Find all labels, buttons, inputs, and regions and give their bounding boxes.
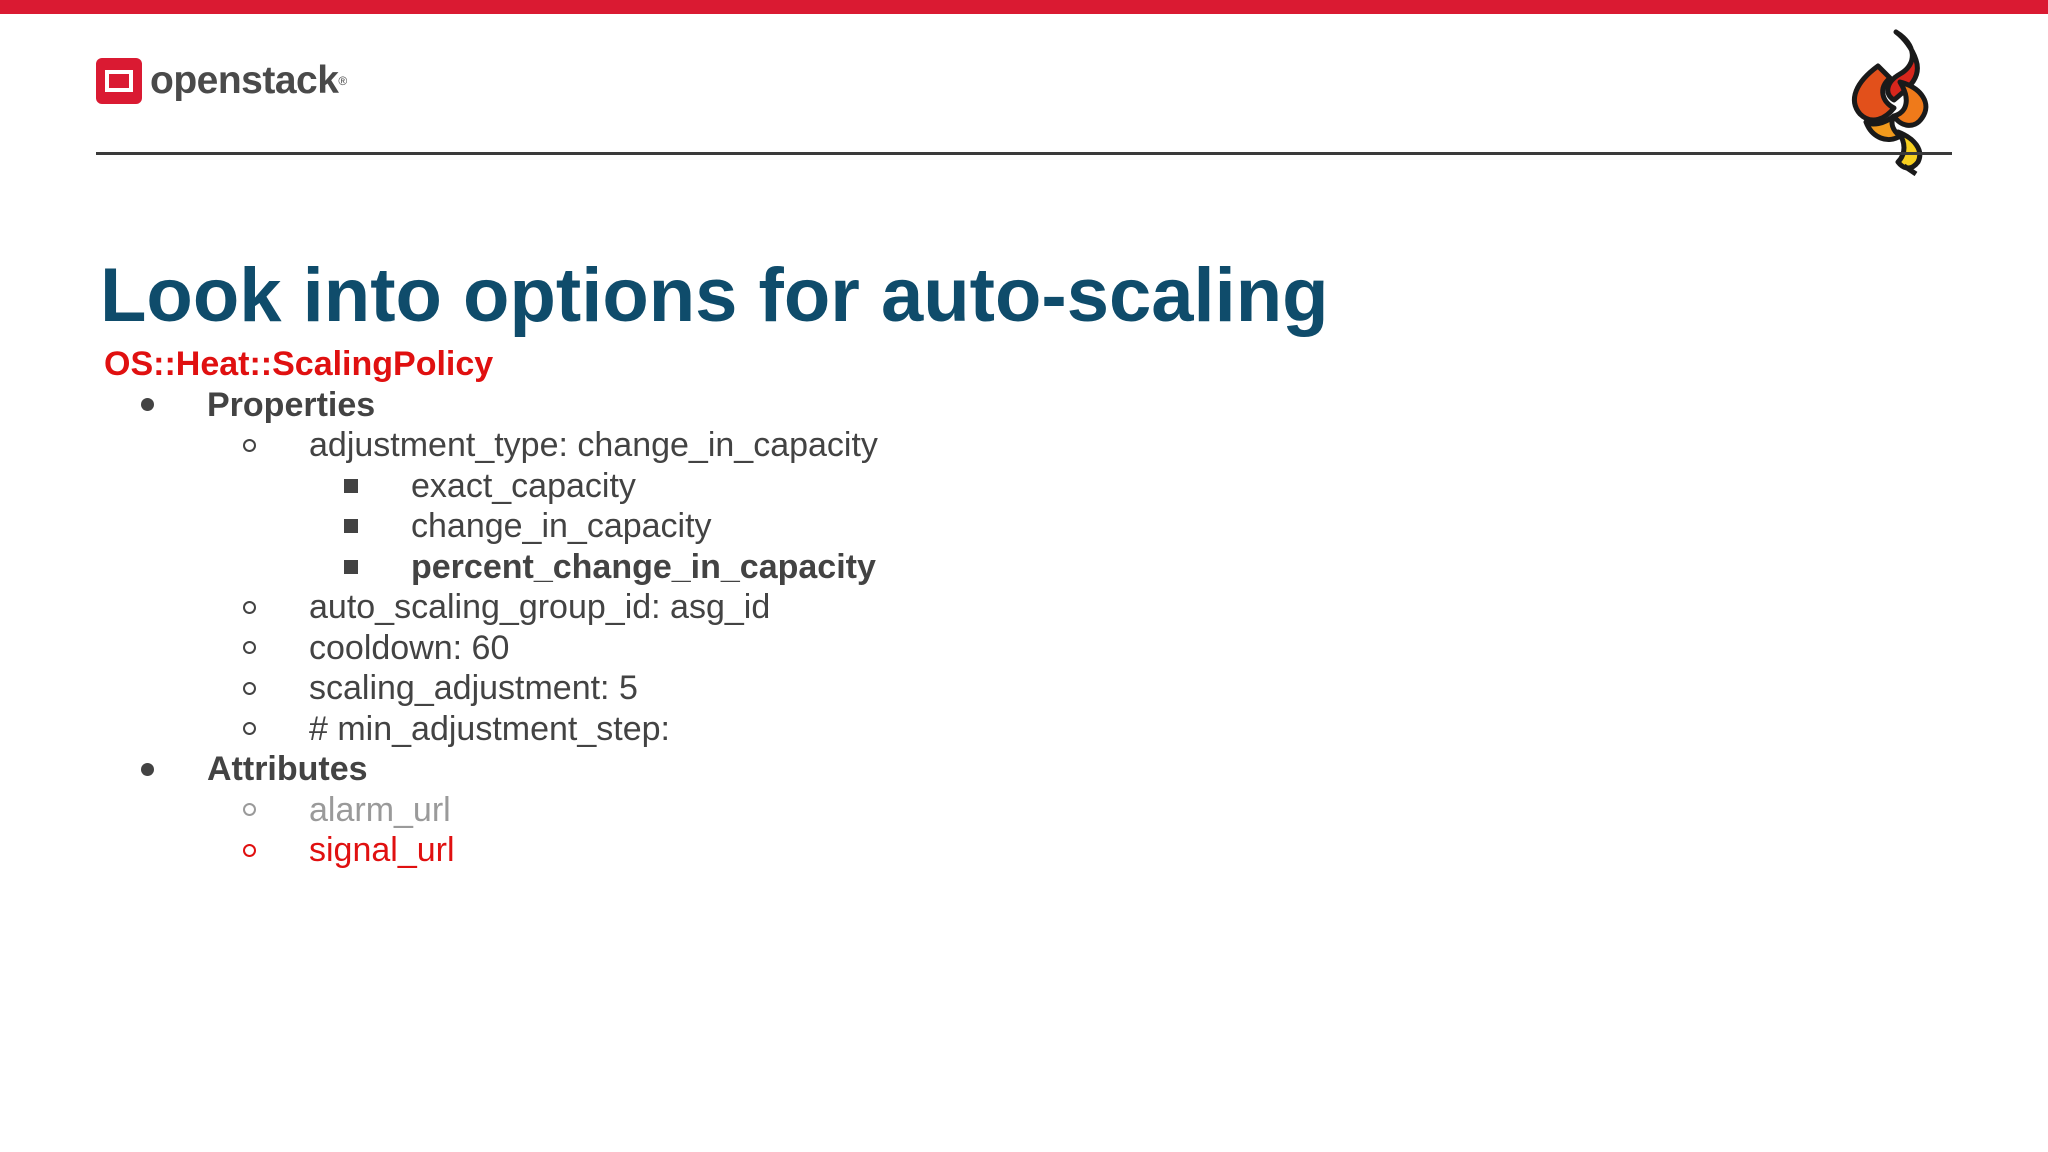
hollow-bullet-icon — [234, 709, 264, 750]
list-item-attributes: Attributes — [104, 749, 1404, 790]
list-item-signal-url: signal_url — [104, 830, 1404, 871]
list-item-alarm-url: alarm_url — [104, 790, 1404, 831]
list-item-min-adjustment-step: # min_adjustment_step: — [104, 709, 1404, 750]
slide-title: Look into options for auto-scaling — [100, 253, 1329, 338]
openstack-brand — [96, 58, 347, 104]
list-item-scaling-adjustment: scaling_adjustment: 5 — [104, 668, 1404, 709]
hollow-bullet-icon — [234, 668, 264, 709]
square-bullet-icon — [336, 466, 366, 507]
hollow-bullet-icon — [234, 790, 264, 831]
header-divider — [96, 152, 1952, 155]
list-item-option-percent-change: percent_change_in_capacity — [104, 547, 1404, 588]
list-item-cooldown: cooldown: 60 — [104, 628, 1404, 669]
filled-bullet-icon — [132, 749, 162, 790]
resource-type-heading: OS::Heat::ScalingPolicy — [104, 345, 494, 383]
hollow-bullet-icon — [234, 425, 264, 466]
top-accent-bar — [0, 0, 2048, 14]
list-item-auto-scaling-group-id: auto_scaling_group_id: asg_id — [104, 587, 1404, 628]
list-item-option-change-in-capacity: change_in_capacity — [104, 506, 1404, 547]
hollow-bullet-icon — [234, 830, 264, 871]
hollow-bullet-icon — [234, 628, 264, 669]
list-item-properties: Properties — [104, 385, 1404, 426]
list-item-option-exact-capacity: exact_capacity — [104, 466, 1404, 507]
filled-bullet-icon — [132, 385, 162, 426]
square-bullet-icon — [336, 547, 366, 588]
openstack-logo-icon — [96, 58, 142, 104]
slide-body — [104, 344, 1404, 871]
brand-name: openstack® — [150, 59, 347, 102]
list-item-adjustment-type: adjustment_type: change_in_capacity — [104, 425, 1404, 466]
square-bullet-icon — [336, 506, 366, 547]
hollow-bullet-icon — [234, 587, 264, 628]
